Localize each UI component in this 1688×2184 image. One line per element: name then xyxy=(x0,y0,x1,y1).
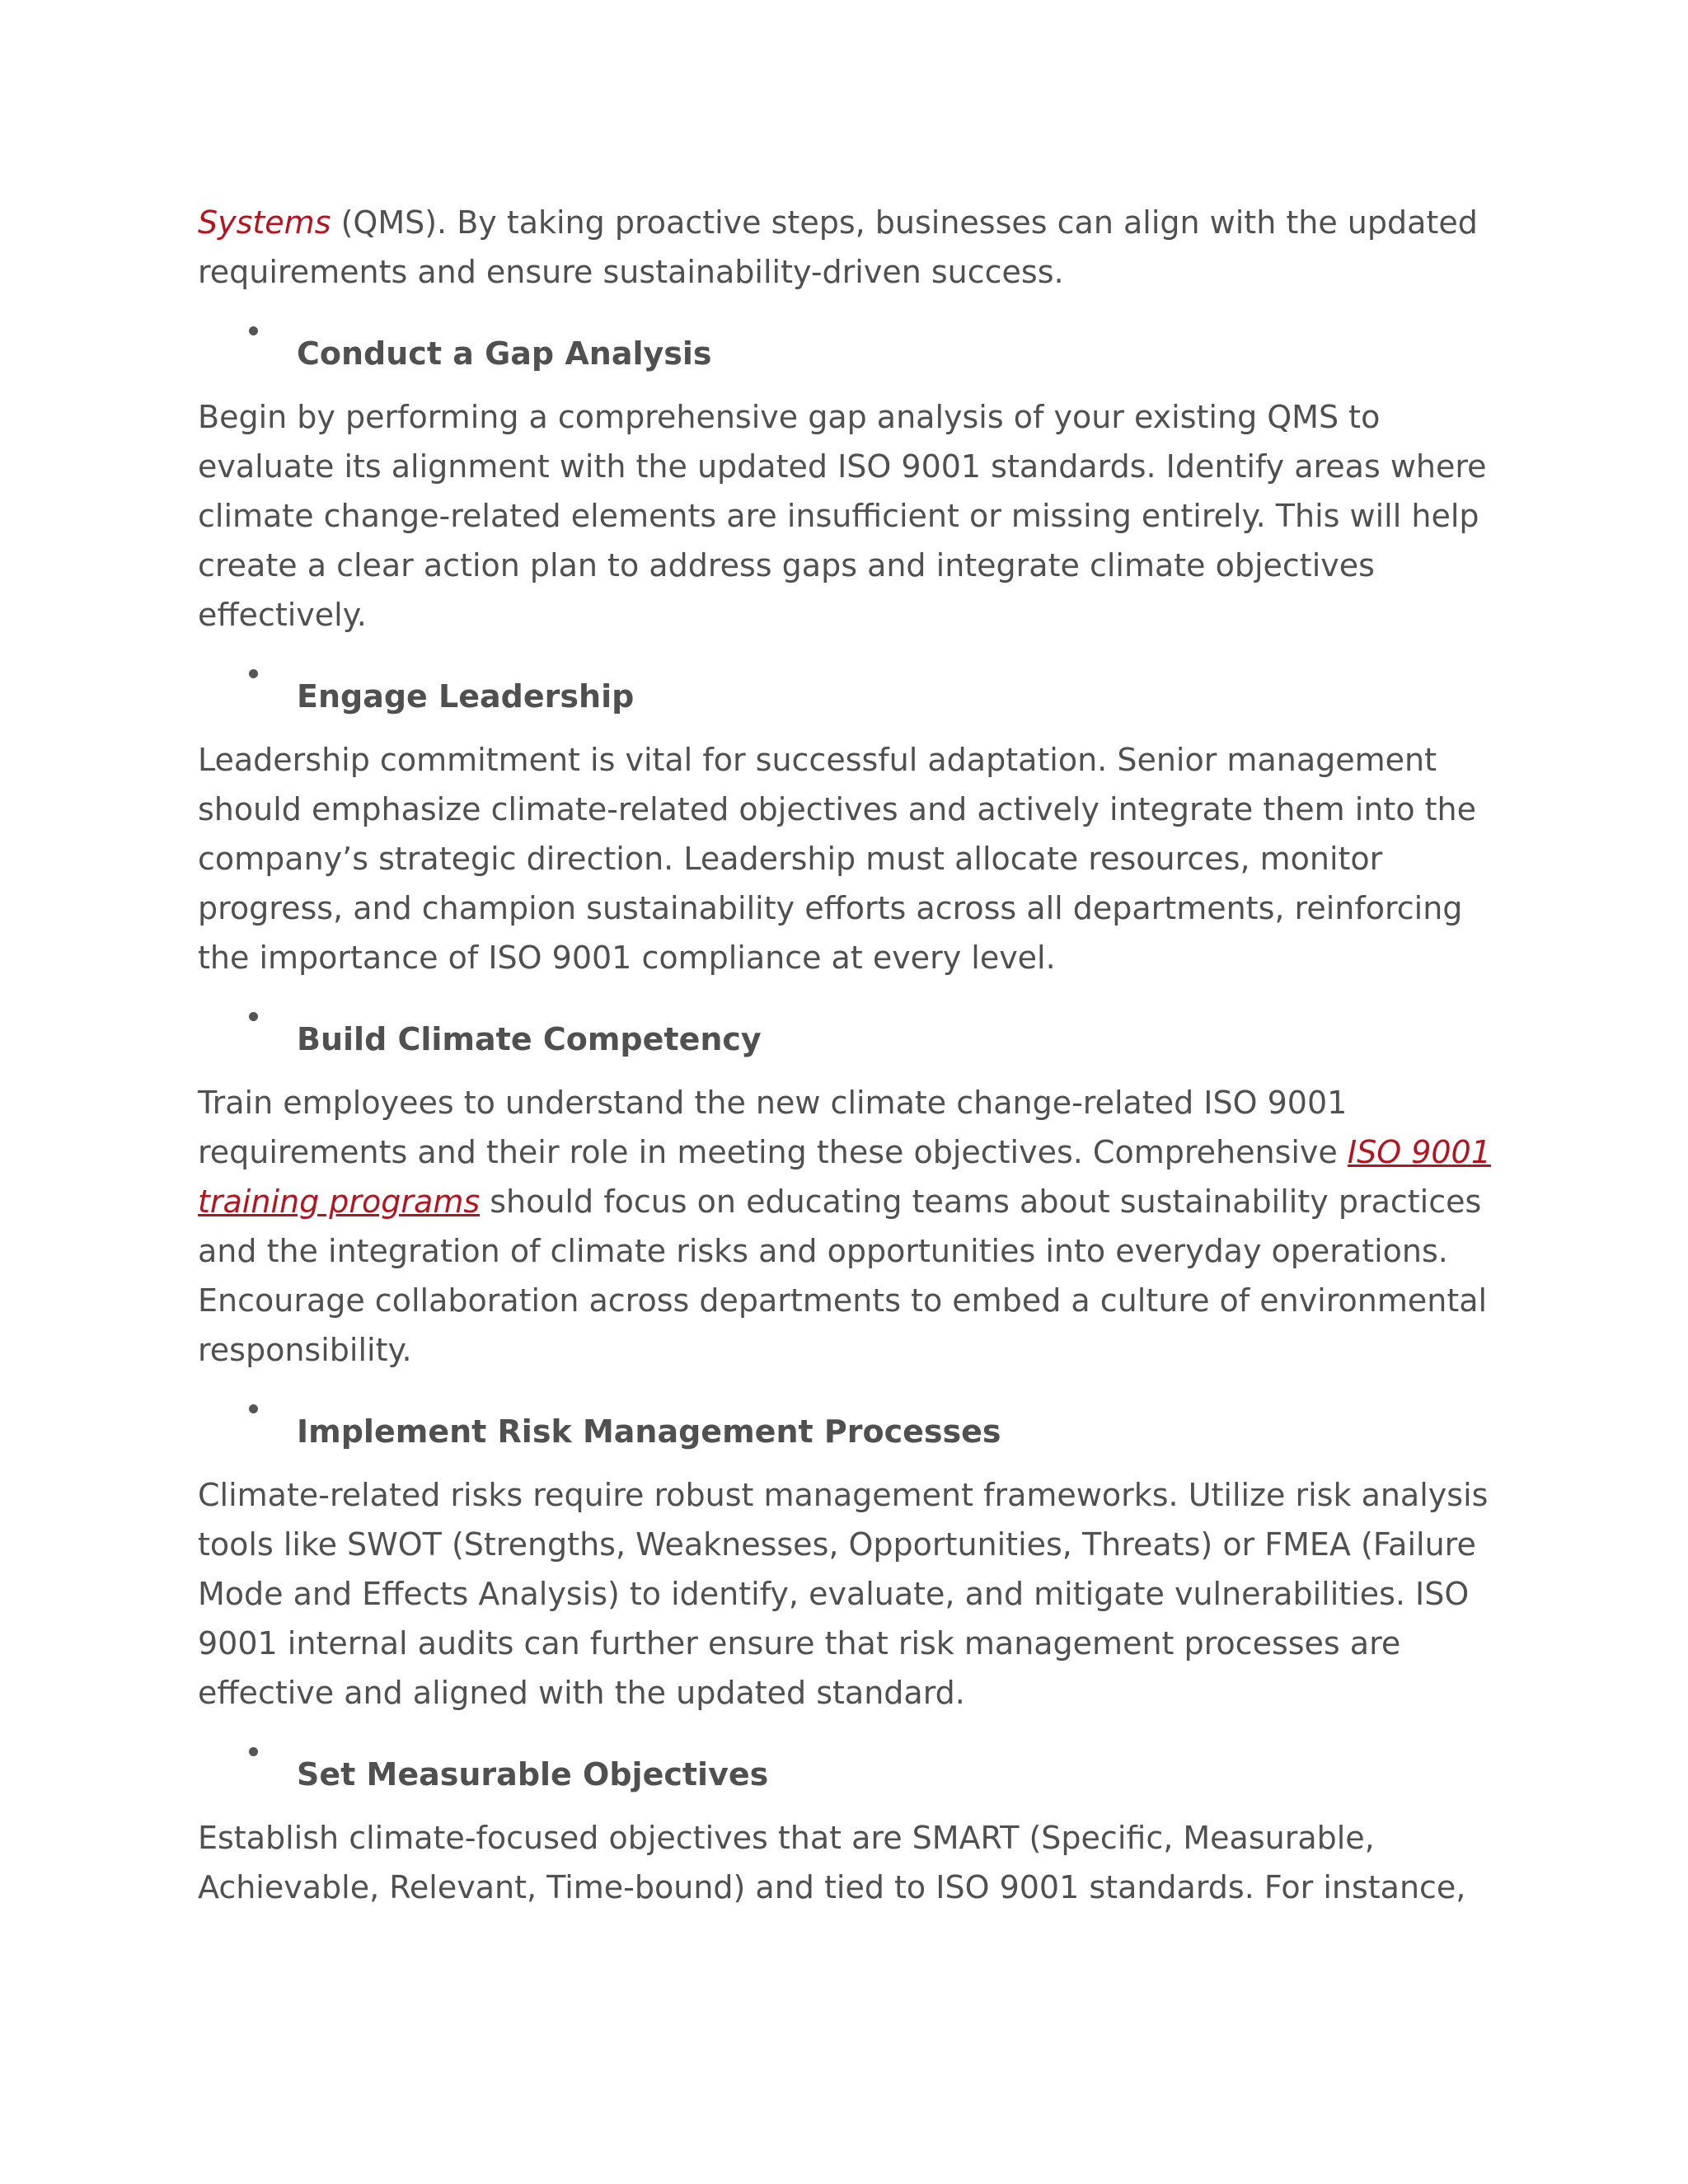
iso-training-link[interactable]: ISO 9001 training programs xyxy=(198,1134,1491,1220)
section-heading: Engage Leadership xyxy=(297,678,635,715)
section-body-text: Train employees to understand the new climate change-related ISO 9001 requirements and their role in meeting these objectives. Comprehensive xyxy=(198,1085,1348,1170)
intro-paragraph xyxy=(198,198,1500,297)
document-page xyxy=(198,198,1500,1942)
section-body: Begin by performing a comprehensive gap analysis of your existing QMS to evaluate its alignment with the updated ISO 9001 standards. Identify areas where climate change-related elements are insufficient or missing entirely. This will help create a clear action plan to address gaps and integrate climate objectives effectively. xyxy=(198,399,1487,633)
section-body: Establish climate-focused objectives that are SMART (Specific, Measurable, Achievable, Relevant, Time-bound) and tied to ISO 9001 standards. For instance, xyxy=(198,1820,1466,1905)
section-heading: Build Climate Competency xyxy=(297,1021,762,1057)
bullet-icon xyxy=(249,669,258,678)
section-gap-analysis xyxy=(198,326,1500,640)
section-engage-leadership xyxy=(198,669,1500,982)
section-body xyxy=(198,1078,1500,1375)
bullet-item xyxy=(198,326,1500,376)
section-body-text: should focus on educating teams about sustainability practices and the integration of climate risks and opportunities into everyday operations. Encourage collaboration across departments to embed a culture of environmental responsibility. xyxy=(198,1183,1488,1368)
bullet-icon xyxy=(249,1012,258,1021)
bullet-item xyxy=(198,1012,1500,1062)
section-risk-management xyxy=(198,1404,1500,1718)
bullet-icon xyxy=(249,1747,258,1756)
section-measurable-objectives xyxy=(198,1747,1500,1912)
section-body: Leadership commitment is vital for successful adaptation. Senior management should emphasize climate-related objectives and actively integrate them into the company’s strategic direction. Leadership must allocate resources, monitor progress, and champion sustainability efforts across all departments, reinforcing the importance of ISO 9001 compliance at every level. xyxy=(198,742,1477,976)
bullet-item xyxy=(198,1404,1500,1454)
systems-link[interactable]: Systems xyxy=(198,204,331,241)
section-heading: Implement Risk Management Processes xyxy=(297,1413,1001,1450)
section-heading: Set Measurable Objectives xyxy=(297,1756,769,1793)
section-body: Climate-related risks require robust management frameworks. Utilize risk analysis tools like SWOT (Strengths, Weaknesses, Opportunities, Threats) or FMEA (Failure Mode and Effects Analysis) to identify, evaluate, and mitigate vulnerabilities. ISO 9001 internal audits can further ensure that risk management processes are effective and aligned with the updated standard. xyxy=(198,1477,1489,1711)
section-heading: Conduct a Gap Analysis xyxy=(297,335,712,372)
intro-text: (QMS). By taking proactive steps, businesses can align with the updated requirements and ensure sustainability-driven success. xyxy=(198,204,1478,290)
bullet-item xyxy=(198,1747,1500,1797)
bullet-icon xyxy=(249,326,258,335)
bullet-icon xyxy=(249,1404,258,1413)
bullet-item xyxy=(198,669,1500,719)
section-climate-competency xyxy=(198,1012,1500,1375)
